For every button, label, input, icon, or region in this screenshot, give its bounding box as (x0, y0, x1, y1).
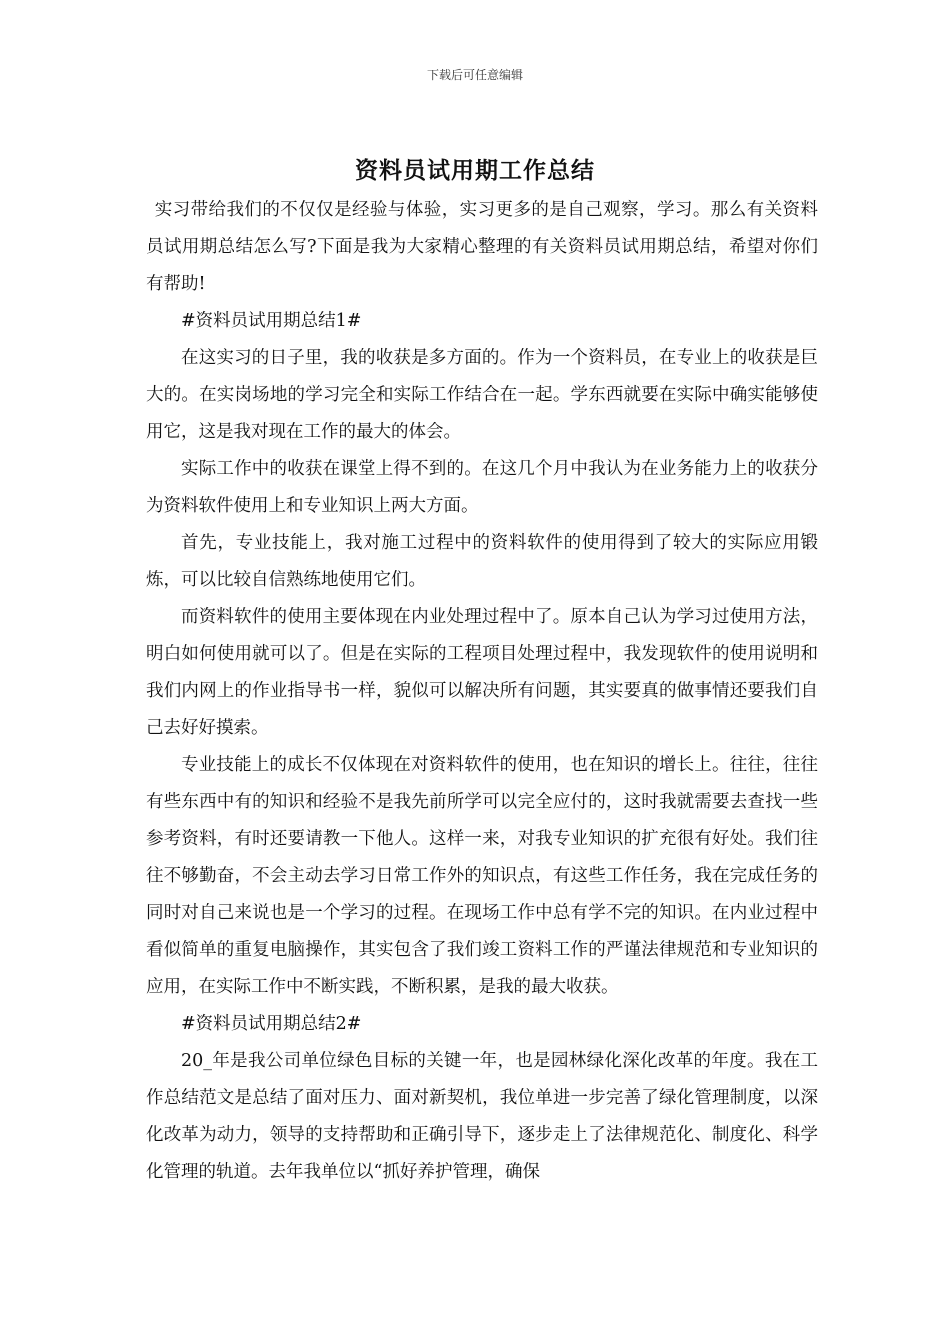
document-body (146, 192, 818, 1191)
section-heading-1: #资料员试用期总结1# (181, 311, 362, 331)
document-title: 资料员试用期工作总结 (355, 157, 595, 184)
section2-paragraph-1: 20_年是我公司单位绿色目标的关键一年，也是园林绿化深化改革的年度。我在工作总结范文是总结了面对压力、面对新契机，我位单进一步完善了绿化管理制度，以深化改革为动力，领导的支持帮助和正确引导下，逐步走上了法律规范化、制度化、科学化管理的轨道。去年我单位以“抓好养护管理，确保 (146, 1051, 818, 1182)
section1-paragraph-4: 而资料软件的使用主要体现在内业处理过程中了。原本自己认为学习过使用方法，明白如何使用就可以了。但是在实际的工程项目处理过程中，我发现软件的使用说明和我们内网上的作业指导书一样，貌似可以解决所有问题，其实要真的做事情还要我们自己去好好摸索。 (146, 607, 818, 738)
section1-paragraph-1: 在这实习的日子里，我的收获是多方面的。作为一个资料员，在专业上的收获是巨大的。在实岗场地的学习完全和实际工作结合在一起。学东西就要在实际中确实能够使用它，这是我对现在工作的最大的体会。 (146, 348, 818, 442)
section1-paragraph-3: 首先，专业技能上，我对施工过程中的资料软件的使用得到了较大的实际应用锻炼，可以比较自信熟练地使用它们。 (146, 533, 818, 590)
section-heading-2: #资料员试用期总结2# (181, 1014, 362, 1034)
intro-paragraph: 实习带给我们的不仅仅是经验与体验，实习更多的是自己观察，学习。那么有关资料员试用期总结怎么写?下面是我为大家精心整理的有关资料员试用期总结，希望对你们有帮助! (146, 200, 818, 294)
header-note: 下载后可任意编辑 (426, 68, 523, 82)
section1-paragraph-2: 实际工作中的收获在课堂上得不到的。在这几个月中我认为在业务能力上的收获分为资料软件使用上和专业知识上两大方面。 (146, 459, 818, 516)
section1-paragraph-5: 专业技能上的成长不仅体现在对资料软件的使用，也在知识的增长上。往往，往往有些东西中有的知识和经验不是我先前所学可以完全应付的，这时我就需要去查找一些参考资料，有时还要请教一下他人。这样一来，对我专业知识的扩充很有好处。我们往往不够勤奋，不会主动去学习日常工作外的知识点，有这些工作任务，我在完成任务的同时对自己来说也是一个学习的过程。在现场工作中总有学不完的知识。在内业过程中看似简单的重复电脑操作，其实包含了我们竣工资料工作的严谨法律规范和专业知识的应用，在实际工作中不断实践，不断积累，是我的最大收获。 (146, 755, 818, 997)
